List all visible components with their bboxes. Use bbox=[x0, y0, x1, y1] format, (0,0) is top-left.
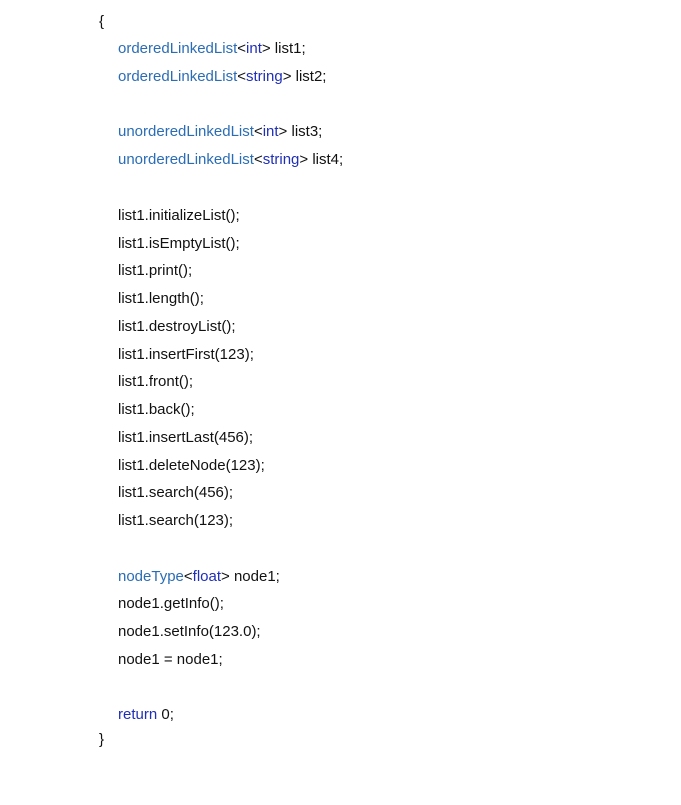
declaration-rest: list3; bbox=[287, 123, 323, 140]
type-name: orderedLinkedList bbox=[118, 68, 238, 85]
declaration-node1 bbox=[118, 566, 280, 588]
angle-close: > bbox=[282, 68, 292, 85]
angle-open: < bbox=[253, 123, 263, 140]
declaration-rest: list1; bbox=[270, 40, 306, 57]
code-line: list1.destroyList(); bbox=[118, 318, 236, 335]
angle-open: < bbox=[237, 68, 247, 85]
code-line: node1.getInfo(); bbox=[118, 595, 224, 612]
code-line: node1.setInfo(123.0); bbox=[118, 623, 261, 640]
angle-close: > bbox=[261, 40, 271, 57]
code-line: list1.length(); bbox=[118, 290, 204, 307]
code-line: list1.insertLast(456); bbox=[118, 429, 254, 446]
angle-close: > bbox=[221, 568, 230, 585]
declaration-list3 bbox=[118, 121, 322, 143]
close-brace: } bbox=[99, 731, 105, 748]
declaration-rest: list2; bbox=[291, 68, 327, 85]
return-statement bbox=[118, 704, 174, 726]
angle-close: > bbox=[299, 151, 309, 168]
code-line: node1 = node1; bbox=[118, 651, 223, 668]
declaration-list1 bbox=[118, 38, 306, 60]
type-param: int bbox=[262, 123, 279, 140]
declaration-rest: list4; bbox=[308, 151, 344, 168]
type-name: orderedLinkedList bbox=[118, 40, 238, 57]
type-param: float bbox=[192, 568, 222, 585]
open-brace: { bbox=[99, 13, 105, 30]
declaration-list4 bbox=[118, 149, 343, 171]
code-line: list1.back(); bbox=[118, 401, 195, 418]
angle-open: < bbox=[253, 151, 263, 168]
type-param: string bbox=[262, 151, 300, 168]
type-param: int bbox=[246, 40, 262, 57]
code-line: list1.front(); bbox=[118, 373, 194, 390]
code-line: list1.isEmptyList(); bbox=[118, 235, 240, 252]
declaration-list2 bbox=[118, 66, 326, 88]
code-line: list1.print(); bbox=[118, 262, 193, 279]
type-name: nodeType bbox=[118, 568, 184, 585]
code-line: list1.search(456); bbox=[118, 484, 234, 501]
code-line: list1.initializeList(); bbox=[118, 207, 240, 224]
code-line: list1.search(123); bbox=[118, 512, 234, 529]
code-line: list1.insertFirst(123); bbox=[118, 346, 254, 363]
type-param: string bbox=[246, 68, 283, 85]
code-line: list1.deleteNode(123); bbox=[118, 457, 265, 474]
angle-open: < bbox=[183, 568, 193, 585]
declaration-rest: node1; bbox=[229, 568, 280, 585]
angle-open: < bbox=[237, 40, 247, 57]
angle-close: > bbox=[278, 123, 288, 140]
return-keyword: return bbox=[118, 706, 158, 723]
type-name: unorderedLinkedList bbox=[118, 151, 254, 168]
type-name: unorderedLinkedList bbox=[118, 123, 254, 140]
return-value: 0; bbox=[157, 706, 174, 723]
